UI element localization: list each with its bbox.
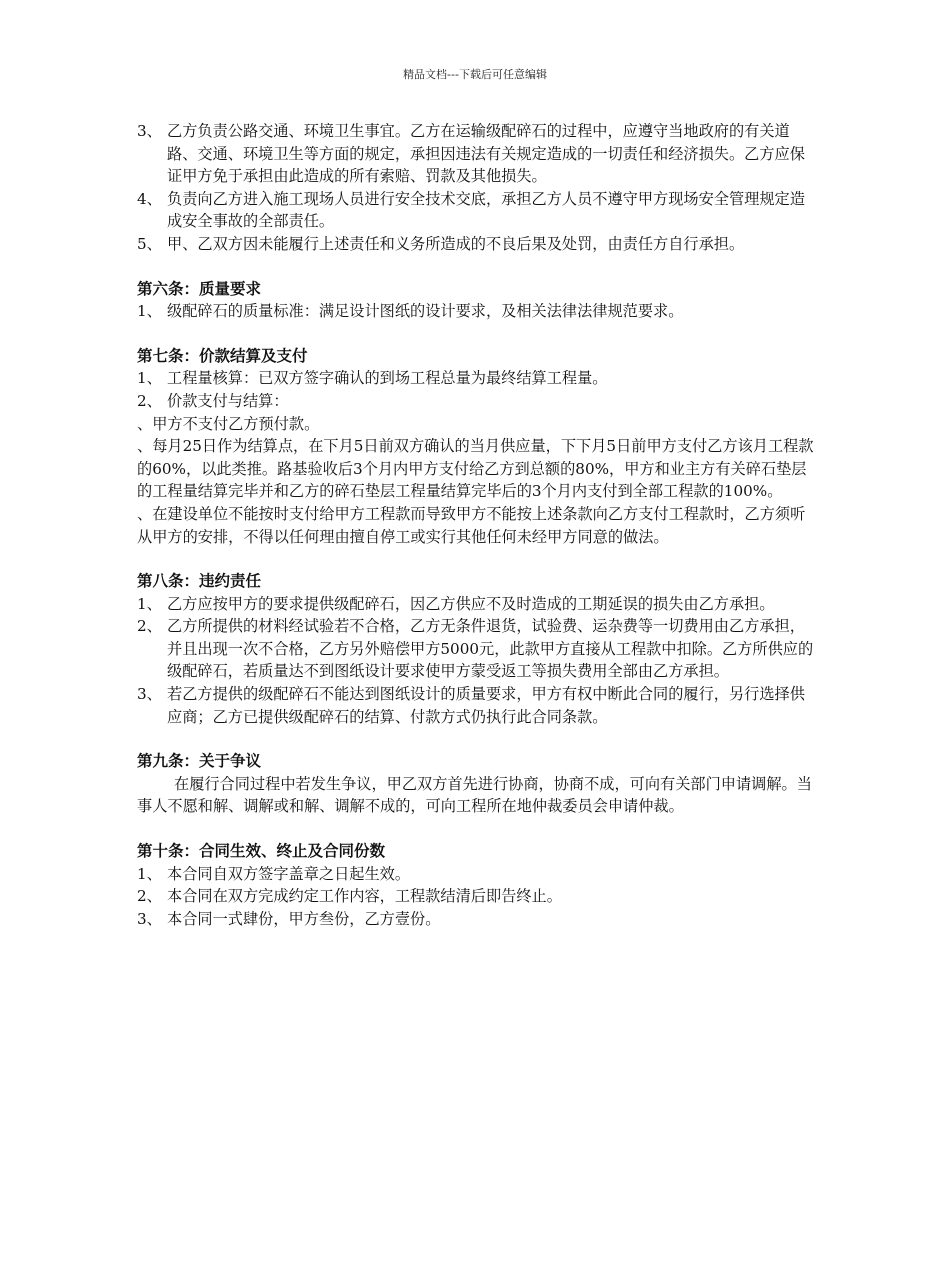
list-item-text: 本合同一式肆份，甲方叁份，乙方壹份。 — [167, 909, 441, 928]
list-item — [137, 188, 817, 233]
list-item — [137, 390, 817, 413]
list-item — [137, 233, 817, 256]
list-item-number: 4、 — [137, 189, 162, 208]
list-item-number: 1、 — [137, 369, 162, 388]
list-item-number: 5、 — [137, 234, 162, 253]
list-item — [137, 615, 817, 683]
list-item-text: 甲、乙双方因未能履行上述责任和义务所造成的不良后果及处罚，由责任方自行承担。 — [167, 234, 745, 253]
paragraph: 在履行合同过程中若发生争议，甲乙双方首先进行协商，协商不成，可向有关部门申请调解。当事人不愿和解、调解或和解、调解不成的，可向工程所在地仲裁委员会申请仲裁。 — [137, 774, 812, 816]
list-item-text: 若乙方提供的级配碎石不能达到图纸设计的质量要求，甲方有权中断此合同的履行，另行选择供应商；乙方已提供级配碎石的结算、付款方式仍执行此合同条款。 — [167, 685, 805, 726]
section-heading: 第八条：违约责任 — [137, 572, 262, 591]
list-item — [137, 300, 817, 323]
list-item-number: 2、 — [137, 391, 162, 410]
document-body — [137, 120, 817, 930]
list-item — [137, 593, 817, 616]
section-heading: 第十条：合同生效、终止及合同份数 — [137, 842, 386, 861]
paragraph: 、在建设单位不能按时支付给甲方工程款而导致甲方不能按上述条款向乙方支付工程款时，乙方须听从甲方的安排，不得以任何理由擅自停工或实行其他任何未经甲方同意的做法。 — [137, 504, 806, 546]
section-heading: 第六条：质量要求 — [137, 279, 262, 298]
page-header: 精品文档---下载后可任意编辑 — [403, 68, 547, 81]
list-item-text: 工程量核算：已双方签字确认的到场工程总量为最终结算工程量。 — [167, 369, 608, 388]
list-item-text: 本合同自双方签字盖章之日起生效。 — [167, 864, 410, 883]
list-item-text: 本合同在双方完成约定工作内容，工程款结清后即告终止。 — [167, 887, 562, 906]
section-heading: 第九条：关于争议 — [137, 752, 262, 771]
list-item-text: 价款支付与结算： — [167, 391, 289, 410]
list-item-number: 1、 — [137, 594, 162, 613]
section-heading: 第七条：价款结算及支付 — [137, 346, 308, 365]
list-item-text: 级配碎石的质量标准：满足设计图纸的设计要求，及相关法律法律规范要求。 — [167, 302, 684, 321]
list-item-number: 3、 — [137, 909, 162, 928]
list-item-text: 乙方所提供的材料经试验若不合格，乙方无条件退货，试验费、运杂费等一切费用由乙方承担，并且出现一次不合格，乙方另外赔偿甲方5000元，此款甲方直接从工程款中扣除。乙方所供应的级配碎石，若质量达不到图纸设计要求使甲方蒙受返工等损失费用全部由乙方承担。 — [167, 617, 814, 681]
section — [137, 120, 817, 256]
list-item-number: 3、 — [137, 685, 162, 704]
section — [137, 345, 817, 548]
list-item — [137, 885, 817, 908]
list-item — [137, 863, 817, 886]
list-item — [137, 683, 817, 728]
list-item-number: 1、 — [137, 302, 162, 321]
section — [137, 278, 817, 323]
list-item-text: 乙方负责公路交通、环境卫生事宜。乙方在运输级配碎石的过程中，应遵守当地政府的有关道路、交通、环境卫生等方面的规定，承担因违法有关规定造成的一切责任和经济损失。乙方应保证甲方免于承担由此造成的所有索赔、罚款及其他损失。 — [167, 122, 805, 186]
list-item — [137, 120, 817, 188]
list-item-text: 负责向乙方进入施工现场人员进行安全技术交底，承担乙方人员不遵守甲方现场安全管理规定造成安全事故的全部责任。 — [167, 189, 805, 231]
list-item-number: 2、 — [137, 887, 162, 906]
list-item-text: 乙方应按甲方的要求提供级配碎石，因乙方供应不及时造成的工期延误的损失由乙方承担。 — [167, 594, 775, 613]
paragraph: 、每月25日作为结算点，在下月5日前双方确认的当月供应量，下下月5日前甲方支付乙方该月工程款的60%，以此类推。路基验收后3个月内甲方支付给乙方到总额的80%，甲方和业主方有关碎石垫层的工程量结算完毕并和乙方的碎石垫层工程量结算完毕后的3个月内支付到全部工程款的100%。 — [137, 437, 814, 501]
list-item-number: 3、 — [137, 122, 162, 140]
list-item-number: 2、 — [137, 617, 162, 636]
section — [137, 570, 817, 728]
list-item-number: 1、 — [137, 864, 162, 883]
section — [137, 840, 817, 930]
section — [137, 750, 817, 818]
list-item — [137, 367, 817, 390]
list-item — [137, 908, 817, 931]
paragraph: 、甲方不支付乙方预付款。 — [137, 414, 320, 433]
